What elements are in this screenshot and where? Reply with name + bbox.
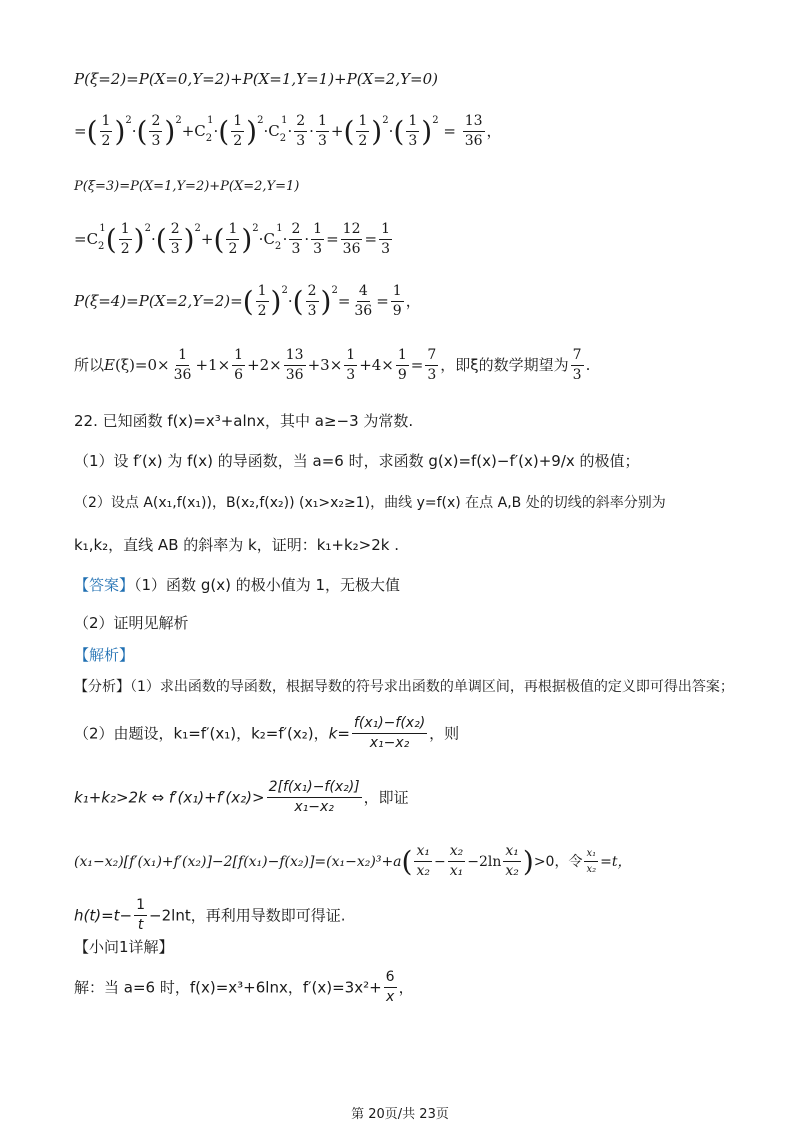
solution-line: 解：当 a=6 时，f(x)=x³+6lnx，f′(x)=3x²+ $\frac{6}{x}$ ， (74, 969, 414, 1006)
analysis-fenxi: 【分析】（1）求出函数的导函数，根据导数的符号求出函数的单调区间，再根据极值的定义即可得出答案； (74, 679, 734, 695)
prob-xi-3-calc: $=C_2^1$( $\frac{1}{2}$ )$^2$·( $\frac{2}{3}$ )$^2$+( $\frac{1}{2}$ )$^2\cdot C_2^1\cdot$ $\frac{2}{3}$ · $\frac{1}{3}$ = $\frac{12}{36}$ = $\frac{1}{3}$ (74, 221, 390, 258)
expectation-line: 所以E(ξ)=0× $\frac{1}{36}$ +1× $\frac{1}{6}$ +2× $\frac{13}{36}$ +3× $\frac{1}{3}$ +4× $\frac{1}{9}$ = $\frac{7}{3}$ ，即ξ的数学期望为 $\frac{7}{3}$ . (74, 347, 591, 384)
page-footer: 第 20页/共 23页 (351, 1107, 449, 1122)
prob-xi-2-calc: =( $\frac{1}{2}$ )$^2$·( $\frac{2}{3}$ )$^2+C_2^1\cdot$( $\frac{1}{2}$ )$^2\cdot C_2^1\cdot$ $\frac{2}{3}$ · $\frac{1}{3}$ +( $\frac{1}{2}$ )$^2$·( $\frac{1}{3}$ )$^2$ = $\frac{13}{36}$ ， (74, 113, 502, 150)
sub-question-1-tag: 【小问1详解】 (74, 938, 174, 956)
answer-tag: 【答案】 (74, 576, 135, 594)
prob-xi-3-line: P(ξ=3)=P(X=1,Y=2)+P(X=2,Y=1) (74, 179, 300, 194)
h-definition: h(t)=t− $\frac{1}{t}$ −2lnt，再利用导数即可得证. (74, 897, 346, 934)
answer-line-1: 【答案】（1）函数 g(x) 的极小值为 1，无极大值 (74, 576, 401, 594)
question-22-part2a: （2）设点 A(x₁,f(x₁))，B(x₂,f(x₂)) (x₁>x₂≥1)，曲线 y=f(x) 在点 A,B 处的切线的斜率分别为 (74, 495, 666, 511)
equivalence-line: k₁+k₂>2k ⇔ f′(x₁)+f′(x₂)> $\frac{\text{2[f(x₁)−f(x₂)]}}{\text{x₁−x₂}}$ ，即证 (74, 779, 409, 816)
long-equation: (x₁−x₂)[f′(x₁)+f′(x₂)]−2[f(x₁)−f(x₂)]=(x₁−x₂)³+a( $\frac{\text{x₁}}{\text{x₂}}$ − $\frac{\text{x₂}}{\text{x₁}}$ −2ln $\frac{\text{x₁}}{\text{x₂}}$ )>0，令 $\frac{\text{x₁}}{\text{x₂}}$ =t， (74, 843, 632, 880)
prob-xi-4-calc: P(ξ=4)=P(X=2,Y=2)=( $\frac{1}{2}$ )$^2$·( $\frac{2}{3}$ )$^2$= $\frac{4}{36}$ = $\frac{1}{9}$ ， (74, 283, 421, 320)
analysis-part2: （2）由题设，k₁=f′(x₁)，k₂=f′(x₂)，k= $\frac{\text{f(x₁)−f(x₂)}}{\text{x₁−x₂}}$ ，则 (74, 715, 460, 752)
question-22-part2b: k₁,k₂，直线 AB 的斜率为 k，证明：k₁+k₂>2k . (74, 536, 400, 554)
analysis-tag: 【解析】 (74, 646, 135, 664)
prob-xi-2-line: P(ξ=2)=P(X=0,Y=2)+P(X=1,Y=1)+P(X=2,Y=0) (74, 70, 438, 88)
question-22-part1: （1）设 f′(x) 为 f(x) 的导函数，当 a=6 时，求函数 g(x)=f(x)−f′(x)+9/x 的极值； (74, 452, 640, 470)
answer-line-2: （2）证明见解析 (74, 614, 189, 632)
question-22-title: 22. 已知函数 f(x)=x³+alnx，其中 a≥−3 为常数. (74, 412, 414, 430)
